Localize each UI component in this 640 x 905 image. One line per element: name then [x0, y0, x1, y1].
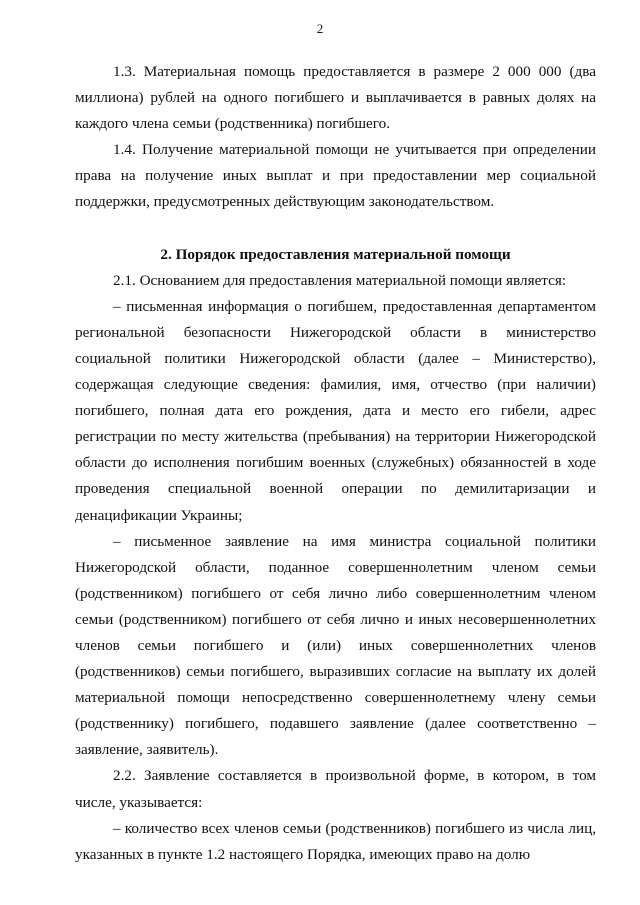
paragraph-2-2: 2.2. Заявление составляется в произвольной форме, в котором, в том числе, указывается:	[75, 767, 596, 811]
section-2-heading: 2. Порядок предоставления материальной помощи	[160, 245, 511, 263]
paragraph-2-1: 2.1. Основанием для предоставления материальной помощи является:	[113, 271, 567, 289]
paragraph-2-2-item-1: – количество всех членов семьи (родственников) погибшего из числа лиц, указанных в пункте 1.2 настоящего Порядка, имеющих право на долю	[75, 819, 596, 863]
paragraph-2-1-item-1: – письменная информация о погибшем, предоставленная департаментом региональной безопасности Нижегородской области в министерство социальной политики Нижегородской области (далее – Министерство), содержащая следующие сведения: фамилия, имя, отчество (при наличии) погибшего, полная дата его рождения, дата и место его гибели, адрес регистрации по месту жительства (пребывания) на территории Нижегородской области до исполнения погибшим военных (служебных) обязанностей в ходе проведения специальной военной операции по демилитаризации и денацификации Украины;	[75, 297, 596, 524]
page-number: 2	[316, 21, 324, 36]
document-body	[75, 59, 596, 868]
paragraph-1-3: 1.3. Материальная помощь предоставляется в размере 2 000 000 (два миллиона) рублей на одного погибшего и выплачивается в равных долях на каждого члена семьи (родственника) погибшего.	[75, 63, 596, 133]
paragraph-1-4: 1.4. Получение материальной помощи не учитывается при определении права на получение иных выплат и при предоставлении мер социальной поддержки, предусмотренных действующим законодательством.	[75, 141, 596, 211]
paragraph-2-1-item-2: – письменное заявление на имя министра социальной политики Нижегородской области, поданное совершеннолетним членом семьи (родственником) погибшего от себя лично либо совершеннолетним членом семьи (родственником) погибшего от себя лично и иных несовершеннолетних членов семьи погибшего и (или) иных совершеннолетних членов (родственников) семьи погибшего, выразивших согласие на выплату их долей материальной помощи непосредственно совершеннолетнему члену семьи (родственнику) погибшего, подавшего заявление (далее соответственно – заявление, заявитель).	[75, 532, 596, 759]
